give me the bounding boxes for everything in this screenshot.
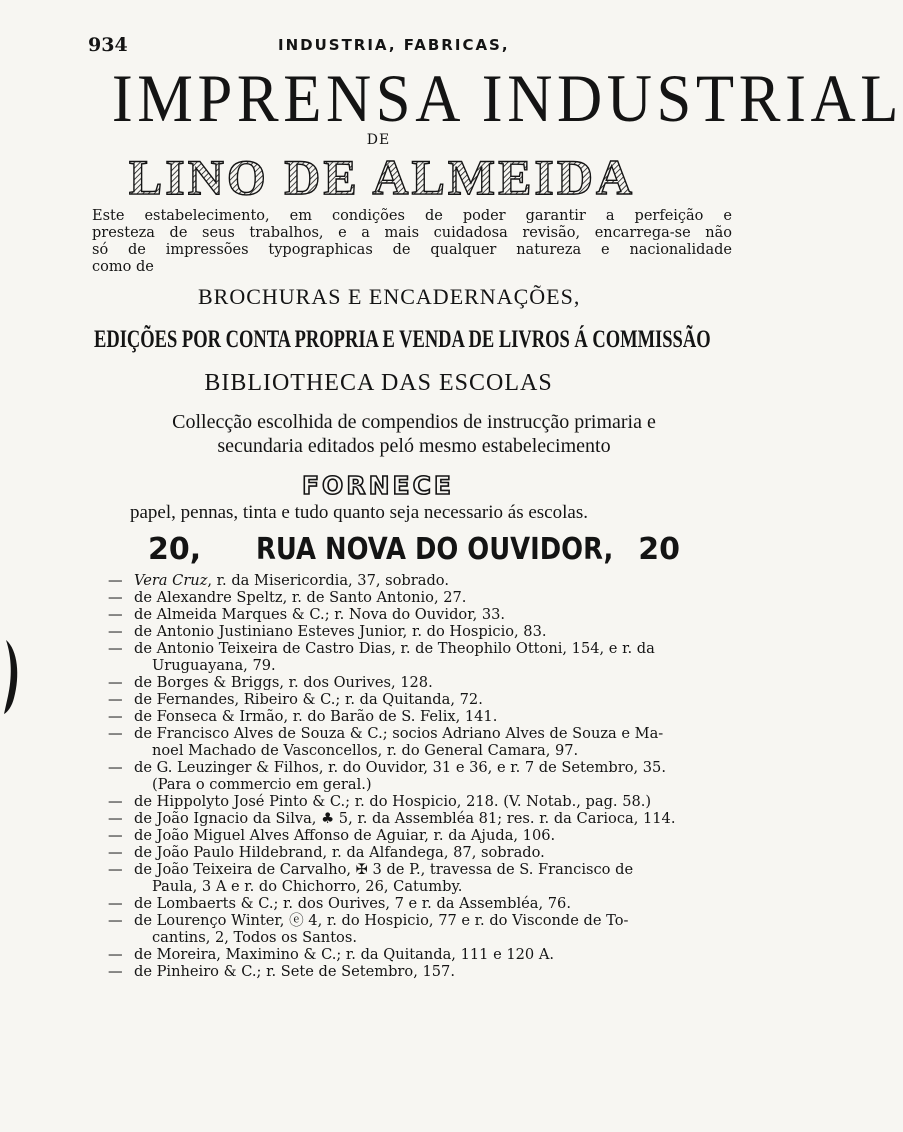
listing-entry [108, 793, 740, 810]
intro-word: de [169, 225, 188, 241]
intro-word: perfeição [634, 208, 704, 224]
intro-word: e [601, 242, 610, 258]
intro-word: e [338, 225, 347, 241]
listing-entry [108, 895, 740, 912]
bracket-mark-icon [0, 636, 26, 716]
intro-word: impressões [165, 242, 249, 258]
entry-text: de João Miguel Alves Affonso de Aguiar, r. da Ajuda, 106. [134, 827, 556, 844]
listing-entry [108, 912, 740, 946]
entry-continuation: (Para o commercio em geral.) [152, 776, 372, 793]
intro-word: só [92, 242, 109, 258]
entry-dash: — [108, 861, 123, 878]
listing-entry [108, 606, 740, 623]
intro-word: a [605, 208, 615, 224]
description-line: Collecção escolhida de compendios de instrucção primaria e [172, 411, 656, 433]
entry-text: de João Paulo Hildebrand, r. da Alfandega, 87, sobrado. [134, 844, 545, 861]
advert-address [148, 532, 680, 574]
intro-word: presteza [92, 225, 155, 241]
entry-dash: — [108, 895, 123, 912]
intro-word: não [705, 225, 732, 241]
entry-dash: — [108, 793, 123, 810]
intro-word: e [723, 208, 732, 224]
product-bibliotheca: BIBLIOTHECA DAS ESCOLAS [204, 370, 553, 396]
intro-word: mais [384, 225, 420, 241]
address-number-left: 20, [148, 532, 202, 567]
intro-word: natureza [516, 242, 582, 258]
description-line: secundaria editados peló mesmo estabelecimento [217, 435, 611, 457]
entry-dash: — [108, 674, 123, 691]
intro-word: cuidadosa [433, 225, 508, 241]
entry-text: de Hippolyto José Pinto & C.; r. do Hospicio, 218. (V. Notab., pag. 58.) [134, 793, 652, 810]
listing-entry [108, 946, 740, 963]
entry-text: de Borges & Briggs, r. dos Ourives, 128. [134, 674, 433, 691]
product-brochuras: BROCHURAS E ENCADERNAÇÕES, [198, 284, 581, 309]
address-street: RUA NOVA DO OUVIDOR, [256, 532, 614, 567]
entry-text: de G. Leuzinger & Filhos, r. do Ouvidor, 31 e 36, e r. 7 de Setembro, 35. [134, 759, 666, 776]
listing-entry [108, 589, 740, 606]
entry-dash: — [108, 827, 123, 844]
product-edicoes: EDIÇÕES POR CONTA PROPRIA E VENDA DE LIVROS Á COMMISSÃO [94, 326, 711, 353]
listing-entry [108, 640, 740, 674]
intro-word: qualquer [430, 242, 497, 258]
entry-text: de João Teixeira de Carvalho, ✠ 3 de P., travessa de S. Francisco de [134, 861, 634, 878]
listing-entry [108, 708, 740, 725]
entry-text: de Antonio Teixeira de Castro Dias, r. de Theophilo Ottoni, 154, e r. da [134, 640, 655, 657]
supplies-text: papel, pennas, tinta e tudo quanto seja necessario ás escolas. [130, 502, 588, 523]
intro-word: poder [462, 208, 506, 224]
intro-line [92, 208, 732, 225]
entry-text: de Lombaerts & C.; r. dos Ourives, 7 e r. da Assembléa, 76. [134, 895, 571, 912]
intro-word: Este [92, 208, 125, 224]
entry-dash: — [108, 946, 123, 963]
intro-word: estabelecimento, [144, 208, 270, 224]
entry-italic-lead: Vera Cruz [134, 572, 208, 589]
entry-text: de Moreira, Maximino & C.; r. da Quitanda, 111 e 120 A. [134, 946, 555, 963]
listing-entry [108, 963, 740, 980]
entry-dash: — [108, 623, 123, 640]
entry-continuation: Paula, 3 A e r. do Chichorro, 26, Catumby. [152, 878, 463, 895]
advert-owner: LINO DE ALMEIDA [128, 149, 636, 205]
entry-dash: — [108, 572, 123, 589]
entry-dash: — [108, 708, 123, 725]
printer-listing [108, 572, 740, 980]
intro-word: de [424, 208, 443, 224]
listing-entry [108, 623, 740, 640]
intro-word: de [392, 242, 411, 258]
entry-continuation: noel Machado de Vasconcellos, r. do General Camara, 97. [152, 742, 579, 759]
entry-continuation: cantins, 2, Todos os Santos. [152, 929, 357, 946]
entry-dash: — [108, 810, 123, 827]
entry-text [134, 572, 449, 589]
entry-text-rest: , r. da Misericordia, 37, sobrado. [207, 572, 449, 589]
page-number: 934 [88, 34, 128, 56]
entry-dash: — [108, 963, 123, 980]
entry-dash: — [108, 589, 123, 606]
intro-line [92, 225, 732, 242]
listing-entry [108, 674, 740, 691]
advert-description [96, 410, 732, 458]
listing-entry [108, 827, 740, 844]
listing-entry [108, 844, 740, 861]
entry-text: de Alexandre Speltz, r. de Santo Antonio, 27. [134, 589, 467, 606]
supplies-label-ornamental [0, 470, 757, 498]
listing-entry [108, 691, 740, 708]
entry-dash: — [108, 759, 123, 776]
listing-entry [108, 572, 740, 589]
entry-text: de Antonio Justiniano Esteves Junior, r. do Hospicio, 83. [134, 623, 547, 640]
entry-text: de Almeida Marques & C.; r. Nova do Ouvidor, 33. [134, 606, 506, 623]
intro-word: condições [331, 208, 405, 224]
advert-title: IMPRENSA INDUSTRIAL [111, 60, 903, 136]
intro-line [92, 242, 732, 259]
listing-entry [108, 861, 740, 895]
advert-de: DE [366, 132, 391, 148]
entry-text: de Fernandes, Ribeiro & C.; r. da Quitanda, 72. [134, 691, 483, 708]
entry-text: de Lourenço Winter, ⓔ 4, r. do Hospicio, 77 e r. do Visconde de To- [134, 912, 629, 929]
intro-word: de [128, 242, 146, 258]
entry-continuation: Uruguayana, 79. [152, 657, 276, 674]
advert-intro [92, 208, 732, 276]
supplies-label: FORNECE [301, 471, 455, 500]
intro-word: seus [202, 225, 235, 241]
intro-word: encarrega-se [594, 225, 691, 241]
running-head [88, 34, 728, 56]
entry-dash: — [108, 912, 123, 929]
address-number-right: 20 [638, 532, 680, 567]
intro-word: revisão, [522, 225, 581, 241]
entry-dash: — [108, 640, 123, 657]
entry-text: de Francisco Alves de Souza & C.; socios Adriano Alves de Souza e Ma- [134, 725, 664, 742]
section-heading: INDUSTRIA, FABRICAS, [278, 36, 510, 54]
intro-word: em [289, 208, 312, 224]
listing-entry [108, 725, 740, 759]
entry-text: de Pinheiro & C.; r. Sete de Setembro, 157. [134, 963, 455, 980]
entry-dash: — [108, 691, 123, 708]
entry-dash: — [108, 606, 123, 623]
intro-word: garantir [525, 208, 586, 224]
advert-owner-ornamental-title [120, 148, 644, 204]
intro-line: como de [92, 259, 154, 275]
entry-dash: — [108, 844, 123, 861]
entry-text: de Fonseca & Irmão, r. do Barão de S. Felix, 141. [134, 708, 498, 725]
listing-entry [108, 759, 740, 793]
intro-word: nacionalidade [629, 242, 732, 258]
intro-word: typographicas [268, 242, 373, 258]
intro-word: a [361, 225, 370, 241]
entry-text: de João Ignacio da Silva, ♣ 5, r. da Assembléa 81; res. r. da Carioca, 114. [134, 810, 676, 827]
intro-word: trabalhos, [249, 225, 324, 241]
listing-entry [108, 810, 740, 827]
entry-dash: — [108, 725, 123, 742]
